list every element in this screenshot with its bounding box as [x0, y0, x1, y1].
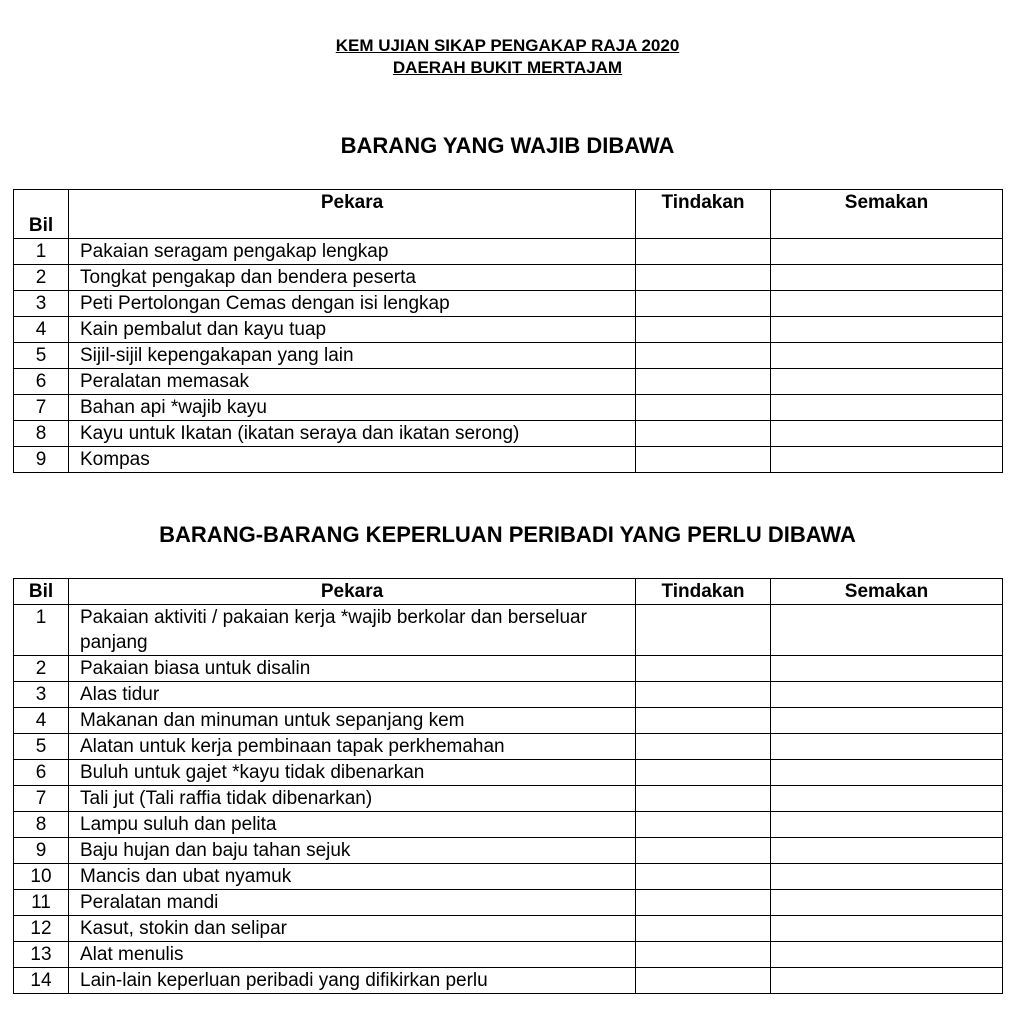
section2-title: BARANG-BARANG KEPERLUAN PERIBADI YANG PERLU DIBAWA — [159, 522, 856, 547]
table-row — [14, 968, 1003, 994]
row-tindakan-cell[interactable] — [636, 760, 771, 786]
row-item: Kain pembalut dan kayu tuap — [69, 317, 636, 343]
row-semakan-cell[interactable] — [771, 812, 1003, 838]
row-item: Peralatan mandi — [69, 890, 636, 916]
column-header-tindakan: Tindakan — [636, 190, 771, 239]
row-item: Makanan dan minuman untuk sepanjang kem — [69, 708, 636, 734]
row-item: Alat menulis — [69, 942, 636, 968]
table-row — [14, 656, 1003, 682]
table-row — [14, 838, 1003, 864]
row-number: 1 — [14, 239, 69, 265]
row-number: 9 — [14, 838, 69, 864]
table-row — [14, 317, 1003, 343]
row-semakan-cell[interactable] — [771, 968, 1003, 994]
row-tindakan-cell[interactable] — [636, 291, 771, 317]
row-item: Lain-lain keperluan peribadi yang difikirkan perlu — [69, 968, 636, 994]
mandatory-items-table — [13, 189, 1003, 473]
row-number: 3 — [14, 682, 69, 708]
row-number: 4 — [14, 708, 69, 734]
row-tindakan-cell[interactable] — [636, 734, 771, 760]
table-row — [14, 916, 1003, 942]
row-semakan-cell[interactable] — [771, 656, 1003, 682]
row-tindakan-cell[interactable] — [636, 421, 771, 447]
section1-title: BARANG YANG WAJIB DIBAWA — [340, 133, 675, 158]
row-item: Bahan api *wajib kayu — [69, 395, 636, 421]
row-number: 2 — [14, 265, 69, 291]
table-row — [14, 864, 1003, 890]
row-tindakan-cell[interactable] — [636, 605, 771, 656]
row-number: 6 — [14, 760, 69, 786]
row-semakan-cell[interactable] — [771, 942, 1003, 968]
row-number: 11 — [14, 890, 69, 916]
row-number: 6 — [14, 369, 69, 395]
row-item: Lampu suluh dan pelita — [69, 812, 636, 838]
row-item: Mancis dan ubat nyamuk — [69, 864, 636, 890]
row-semakan-cell[interactable] — [771, 395, 1003, 421]
row-number: 8 — [14, 812, 69, 838]
row-number: 2 — [14, 656, 69, 682]
column-header-semakan: Semakan — [771, 190, 1003, 239]
row-number: 5 — [14, 343, 69, 369]
row-semakan-cell[interactable] — [771, 447, 1003, 473]
row-item: Peti Pertolongan Cemas dengan isi lengkap — [69, 291, 636, 317]
row-semakan-cell[interactable] — [771, 291, 1003, 317]
row-semakan-cell[interactable] — [771, 838, 1003, 864]
row-semakan-cell[interactable] — [771, 421, 1003, 447]
row-item: Pakaian seragam pengakap lengkap — [69, 239, 636, 265]
row-number: 13 — [14, 942, 69, 968]
row-item: Buluh untuk gajet *kayu tidak dibenarkan — [69, 760, 636, 786]
row-tindakan-cell[interactable] — [636, 682, 771, 708]
row-number: 1 — [14, 605, 69, 656]
row-number: 12 — [14, 916, 69, 942]
table-row — [14, 605, 1003, 656]
row-tindakan-cell[interactable] — [636, 265, 771, 291]
row-number: 10 — [14, 864, 69, 890]
row-semakan-cell[interactable] — [771, 343, 1003, 369]
table-row — [14, 265, 1003, 291]
row-item: Tali jut (Tali raffia tidak dibenarkan) — [69, 786, 636, 812]
row-tindakan-cell[interactable] — [636, 708, 771, 734]
row-semakan-cell[interactable] — [771, 890, 1003, 916]
row-item: Sijil-sijil kepengakapan yang lain — [69, 343, 636, 369]
table-row — [14, 890, 1003, 916]
row-item: Kayu untuk Ikatan (ikatan seraya dan ikatan serong) — [69, 421, 636, 447]
row-tindakan-cell[interactable] — [636, 317, 771, 343]
row-tindakan-cell[interactable] — [636, 812, 771, 838]
row-semakan-cell[interactable] — [771, 317, 1003, 343]
row-item: Alas tidur — [69, 682, 636, 708]
row-semakan-cell[interactable] — [771, 734, 1003, 760]
row-semakan-cell[interactable] — [771, 708, 1003, 734]
row-semakan-cell[interactable] — [771, 369, 1003, 395]
row-tindakan-cell[interactable] — [636, 942, 771, 968]
table-row — [14, 942, 1003, 968]
column-header-pekara: Pekara — [69, 190, 636, 239]
row-item: Pakaian aktiviti / pakaian kerja *wajib berkolar dan berseluar panjang — [69, 605, 636, 656]
table-row — [14, 395, 1003, 421]
row-number: 3 — [14, 291, 69, 317]
row-tindakan-cell[interactable] — [636, 656, 771, 682]
row-tindakan-cell[interactable] — [636, 447, 771, 473]
row-number: 5 — [14, 734, 69, 760]
column-header-bil: Bil — [14, 190, 69, 239]
document-title: KEM UJIAN SIKAP PENGAKAP RAJA 2020 — [335, 36, 680, 55]
row-tindakan-cell[interactable] — [636, 239, 771, 265]
row-semakan-cell[interactable] — [771, 864, 1003, 890]
column-header-tindakan: Tindakan — [636, 579, 771, 605]
row-item: Alatan untuk kerja pembinaan tapak perkhemahan — [69, 734, 636, 760]
row-number: 9 — [14, 447, 69, 473]
row-tindakan-cell[interactable] — [636, 786, 771, 812]
row-semakan-cell[interactable] — [771, 760, 1003, 786]
table-row — [14, 239, 1003, 265]
table-row — [14, 421, 1003, 447]
row-tindakan-cell[interactable] — [636, 343, 771, 369]
row-number: 7 — [14, 786, 69, 812]
table-row — [14, 786, 1003, 812]
row-semakan-cell[interactable] — [771, 916, 1003, 942]
row-item: Kasut, stokin dan selipar — [69, 916, 636, 942]
row-item: Baju hujan dan baju tahan sejuk — [69, 838, 636, 864]
row-tindakan-cell[interactable] — [636, 369, 771, 395]
row-item: Pakaian biasa untuk disalin — [69, 656, 636, 682]
row-number: 4 — [14, 317, 69, 343]
row-tindakan-cell[interactable] — [636, 864, 771, 890]
row-tindakan-cell[interactable] — [636, 890, 771, 916]
document-subtitle: DAERAH BUKIT MERTAJAM — [392, 58, 623, 77]
row-semakan-cell[interactable] — [771, 605, 1003, 656]
row-item: Tongkat pengakap dan bendera peserta — [69, 265, 636, 291]
row-item: Kompas — [69, 447, 636, 473]
row-semakan-cell[interactable] — [771, 786, 1003, 812]
row-tindakan-cell[interactable] — [636, 916, 771, 942]
column-header-bil: Bil — [14, 579, 69, 605]
row-number: 14 — [14, 968, 69, 994]
row-tindakan-cell[interactable] — [636, 838, 771, 864]
row-tindakan-cell[interactable] — [636, 968, 771, 994]
row-number: 7 — [14, 395, 69, 421]
table-row — [14, 291, 1003, 317]
column-header-pekara: Pekara — [69, 579, 636, 605]
row-semakan-cell[interactable] — [771, 682, 1003, 708]
row-tindakan-cell[interactable] — [636, 395, 771, 421]
table-row — [14, 760, 1003, 786]
table-row — [14, 447, 1003, 473]
personal-items-table — [13, 578, 1003, 994]
table-row — [14, 812, 1003, 838]
table-row — [14, 343, 1003, 369]
table-row — [14, 682, 1003, 708]
row-number: 8 — [14, 421, 69, 447]
table-row — [14, 708, 1003, 734]
table-row — [14, 734, 1003, 760]
table-row — [14, 369, 1003, 395]
row-semakan-cell[interactable] — [771, 239, 1003, 265]
row-item: Peralatan memasak — [69, 369, 636, 395]
column-header-semakan: Semakan — [771, 579, 1003, 605]
row-semakan-cell[interactable] — [771, 265, 1003, 291]
